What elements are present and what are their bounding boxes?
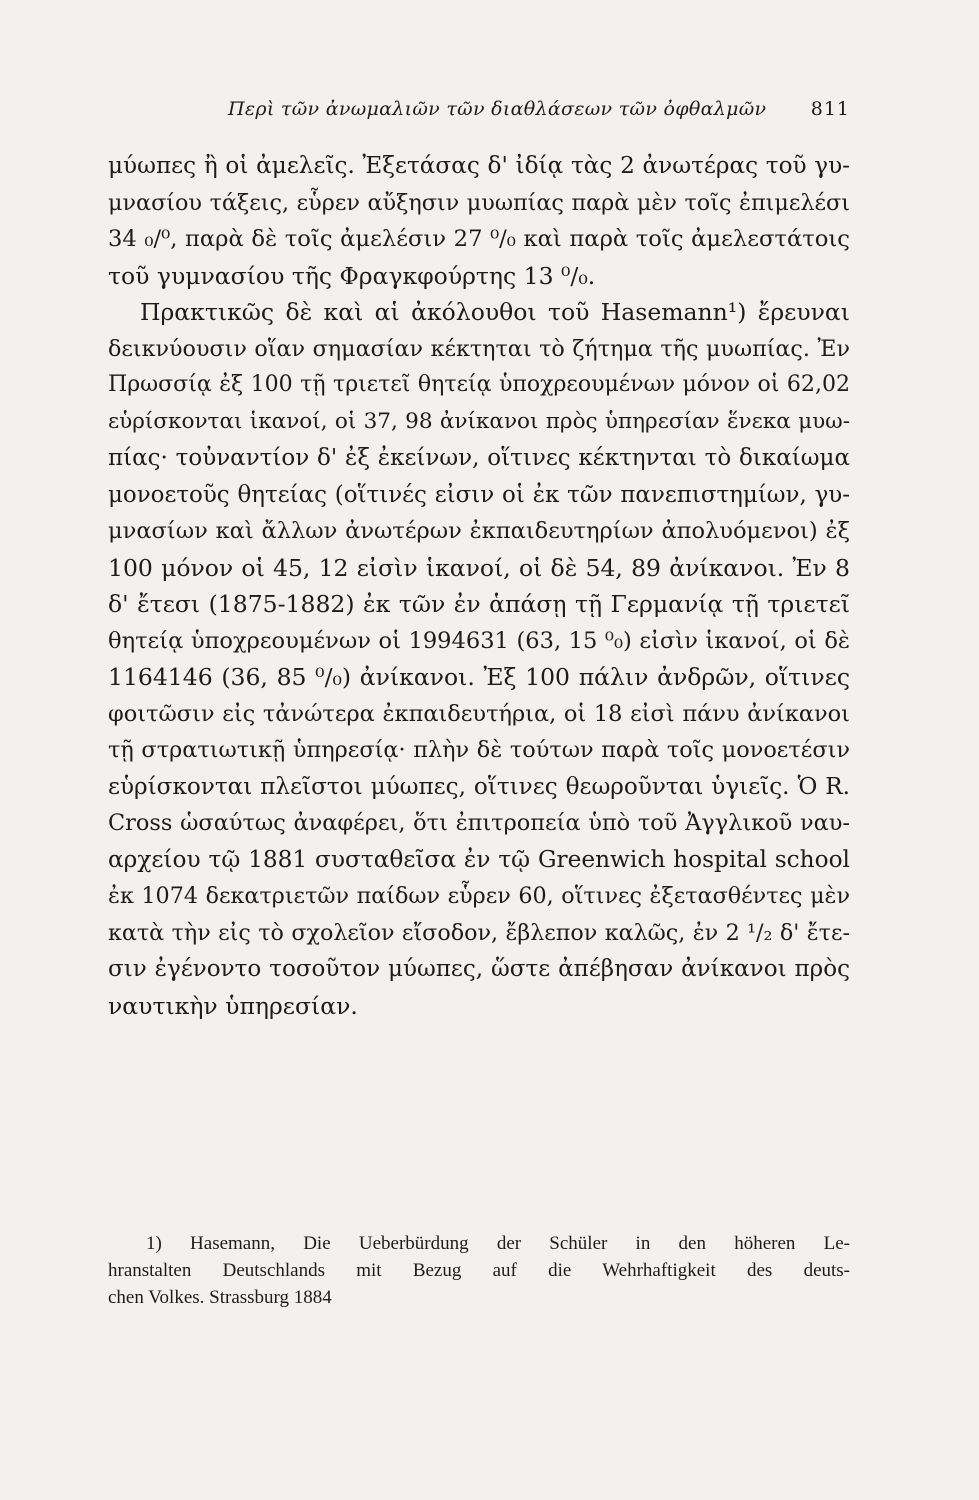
text-line: σιν ἐγένοντο τοσοῦτον μύωπες, ὥστε ἀπέβησαν ἀνίκανοι πρὸς — [108, 956, 850, 982]
text-line: εὑρίσκονται ἱκανοί, οἱ 37, 98 ἀνίκανοι πρὸς ὑπηρεσίαν ἕνεκα μυω- — [108, 408, 850, 434]
text-line: Πρακτικῶς δὲ καὶ αἱ ἀκόλουθοι τοῦ Hasemann¹) ἔρευναι — [140, 298, 850, 326]
text-line: θητείᾳ ὑποχρεουμένων οἱ 1994631 (63, 15 ⁰₀) εἰσὶν ἱκανοί, οἱ δὲ — [108, 627, 850, 654]
running-title: Περὶ τῶν ἀνωμαλιῶν τῶν διαθλάσεων τῶν ὀφθαλμῶν — [228, 98, 767, 120]
text-line: δεικνύουσιν οἵαν σημασίαν κέκτηται τὸ ζήτημα τῆς μυωπίας. Ἐν — [108, 335, 850, 362]
text-line: 100 μόνον οἱ 45, 12 εἰσὶν ἱκανοί, οἱ δὲ 54, 89 ἀνίκανοι. Ἐν 8 — [108, 553, 850, 582]
body-text — [108, 148, 850, 1024]
page-number: 811 — [810, 98, 850, 120]
text-line: Cross ὡσαύτως ἀναφέρει, ὅτι ἐπιτροπεία ὑπὸ τοῦ Ἀγγλικοῦ ναυ- — [108, 810, 850, 836]
footnotes — [108, 1230, 850, 1311]
footnote-line: hranstalten Deutschlands mit Bezug auf die Wehrhaftigkeit des deuts- — [108, 1260, 850, 1281]
text-line: αρχείου τῷ 1881 συσταθεῖσα ἐν τῷ Greenwich hospital school — [108, 845, 850, 873]
text-line: ναυτικὴν ὑπηρεσίαν. — [108, 991, 358, 1020]
text-line: μνασίου τάξεις, εὗρεν αὔξησιν μυωπίας παρὰ μὲν τοῖς ἐπιμελέσι — [108, 189, 850, 216]
text-line: Πρωσσίᾳ ἐξ 100 τῇ τριετεῖ θητείᾳ ὑποχρεουμένων μόνον οἱ 62,02 — [108, 372, 850, 397]
text-line: ἐκ 1074 δεκατριετῶν παίδων εὗρεν 60, οἵτινες ἐξετασθέντες μὲν — [108, 883, 850, 909]
footnote-line: chen Volkes. Strassburg 1884 — [108, 1287, 332, 1308]
running-header — [108, 98, 850, 132]
footnote-line: 1) Hasemann, Die Ueberbürdung der Schüler in den höheren Le- — [146, 1233, 850, 1254]
text-line: δ' ἔτεσι (1875-1882) ἐκ τῶν ἐν ἁπάσῃ τῇ Γερμανίᾳ τῇ τριετεῖ — [108, 590, 850, 618]
text-line: πίας· τοὐναντίον δ' ἐξ ἐκείνων, οἵτινες κέκτηνται τὸ δικαίωμα — [108, 445, 850, 471]
text-line: 34 ₀/⁰, παρὰ δὲ τοῖς ἀμελέσιν 27 ⁰/₀ καὶ παρὰ τοῖς ἀμελεστάτοις — [108, 226, 850, 252]
text-line: τῇ στρατιωτικῇ ὑπηρεσίᾳ· πλὴν δὲ τούτων παρὰ τοῖς μονοετέσιν — [108, 737, 850, 763]
text-line: εὑρίσκονται πλεῖστοι μύωπες, οἵτινες θεωροῦνται ὑγιεῖς. Ὁ R. — [108, 773, 850, 800]
text-line: τοῦ γυμνασίου τῆς Φραγκφούρτης 13 ⁰/₀. — [108, 261, 596, 290]
text-line: μονοετοῦς θητείας (οἵτινές εἰσιν οἱ ἐκ τῶν πανεπιστημίων, γυ- — [108, 481, 850, 508]
text-line: 1164146 (36, 85 ⁰/₀) ἀνίκανοι. Ἐξ 100 πάλιν ἀνδρῶν, οἵτινες — [108, 663, 850, 691]
text-line: κατὰ τὴν εἰς τὸ σχολεῖον εἴσοδον, ἔβλεπον καλῶς, ἐν 2 ¹/₂ δ' ἔτε- — [108, 919, 850, 946]
text-line: μνασίων καὶ ἄλλων ἀνωτέρων ἐκπαιδευτηρίων ἀπολυόμενοι) ἐξ — [108, 518, 850, 544]
text-line: μύωπες ἢ οἱ ἀμελεῖς. Ἐξετάσας δ' ἰδίᾳ τὰς 2 ἀνωτέρας τοῦ γυ- — [108, 153, 850, 179]
text-line: φοιτῶσιν εἰς τἀνώτερα ἐκπαιδευτήρια, οἱ 18 εἰσὶ πάνυ ἀνίκανοι — [108, 700, 850, 727]
